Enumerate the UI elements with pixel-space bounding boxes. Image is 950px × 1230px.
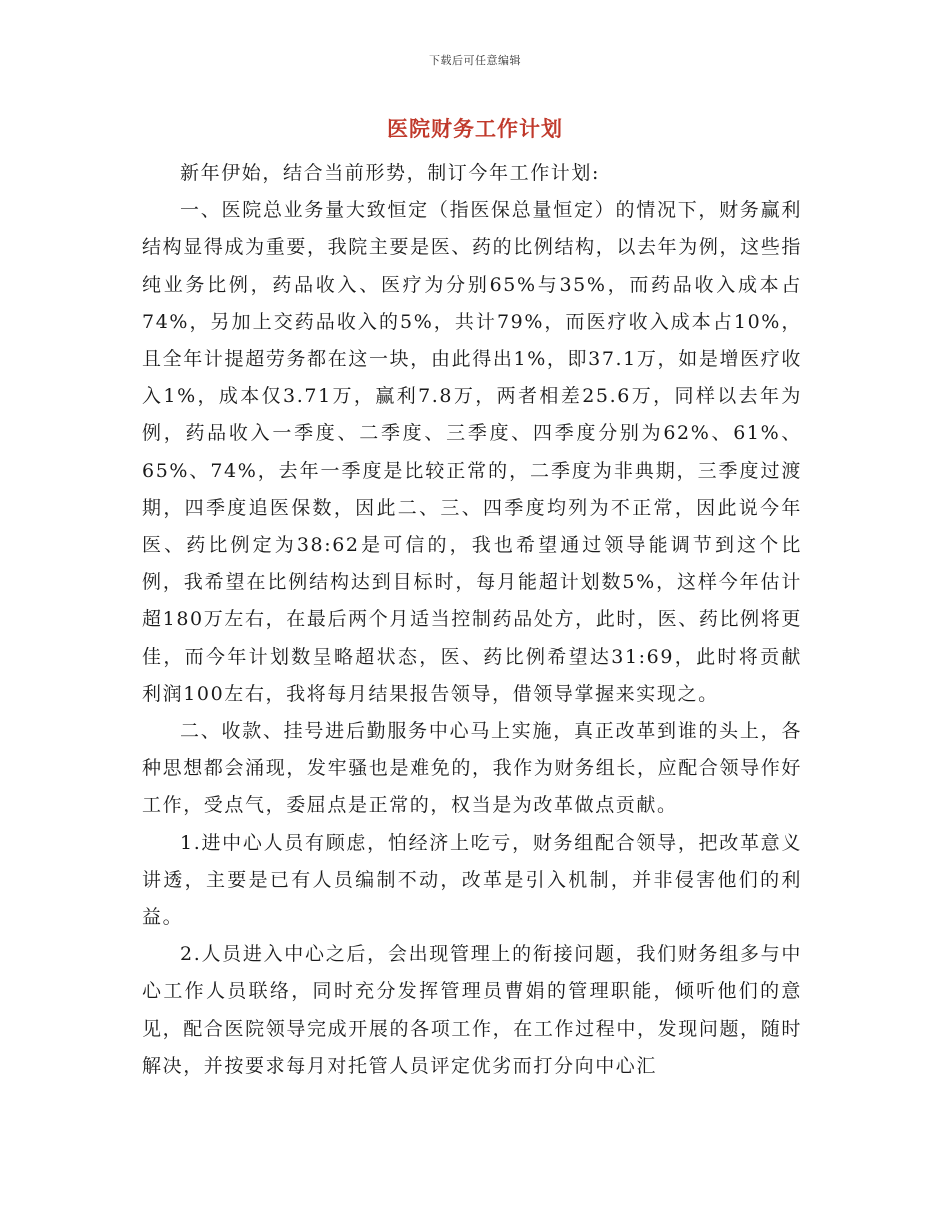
document-body bbox=[142, 155, 802, 1085]
paragraph-section-1: 一、医院总业务量大致恒定（指医保总量恒定）的情况下，财务赢利结构显得成为重要，我院主要是医、药的比例结构，以去年为例，这些指纯业务比例，药品收入、医疗为分别65%与35%，而药品收入成本占74%，另加上交药品收入的5%，共计79%，而医疗收入成本占10%，且全年计提超劳务都在这一块，由此得出1%，即37.1万，如是增医疗收入1%，成本仅3.71万，赢利7.8万，两者相差25.6万，同样以去年为例，药品收入一季度、二季度、三季度、四季度分别为62%、61%、65%、74%，去年一季度是比较正常的，二季度为非典期，三季度过渡期，四季度追医保数，因此二、三、四季度均列为不正常，因此说今年医、药比例定为38:62是可信的，我也希望通过领导能调节到这个比例，我希望在比例结构达到目标时，每月能超计划数5%，这样今年估计超180万左右，在最后两个月适当控制药品处方，此时，医、药比例将更佳，而今年计划数呈略超状态，医、药比例希望达31:69，此时将贡献利润100左右，我将每月结果报告领导，借领导掌握来实现之。 bbox=[142, 199, 802, 705]
document-title: 医院财务工作计划 bbox=[387, 116, 563, 141]
paragraph-intro: 新年伊始，结合当前形势，制订今年工作计划: bbox=[180, 162, 601, 184]
paragraph-item-2: 2.人员进入中心之后，会出现管理上的衔接问题，我们财务组多与中心工作人员联络，同时充分发挥管理员曹娟的管理职能，倾听他们的意见，配合医院领导完成开展的各项工作，在工作过程中，发现问题，随时解决，并按要求每月对托管人员评定优劣而打分向中心汇 bbox=[142, 943, 802, 1077]
paragraph-item-1: 1.进中心人员有顾虑，怕经济上吃亏，财务组配合领导，把改革意义讲透，主要是已有人员编制不动，改革是引入机制，并非侵害他们的利益。 bbox=[142, 831, 802, 929]
paragraph-section-2: 二、收款、挂号进后勤服务中心马上实施，真正改革到谁的头上，各种思想都会涌现，发牢骚也是难免的，我作为财务组长，应配合领导作好工作，受点气，委屈点是正常的，权当是为改革做点贡献。 bbox=[142, 720, 802, 817]
header-note: 下载后可任意编辑 bbox=[429, 54, 521, 67]
